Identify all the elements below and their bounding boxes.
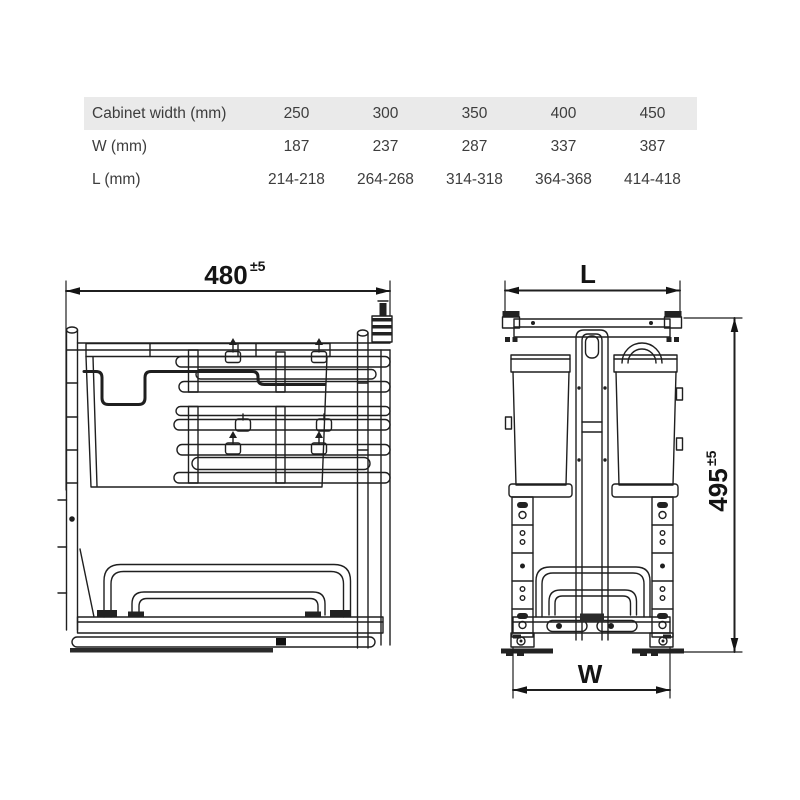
side-lower-frame bbox=[70, 549, 383, 653]
header-cell-450: 450 bbox=[639, 104, 666, 122]
side-width-value: 480 bbox=[204, 260, 248, 290]
front-width-label: W bbox=[577, 659, 603, 689]
front-pulley-wheel bbox=[622, 343, 662, 363]
side-top-rail bbox=[78, 343, 391, 357]
front-base bbox=[513, 614, 670, 634]
front-basket bbox=[536, 567, 650, 617]
row-label-l: L (mm) bbox=[92, 170, 141, 188]
side-left-post bbox=[58, 327, 78, 630]
front-post-right bbox=[652, 497, 673, 637]
value-cell: 287 bbox=[461, 137, 488, 155]
front-top-plate bbox=[503, 311, 682, 342]
header-cell-250: 250 bbox=[283, 104, 310, 122]
bin-grip-cutout bbox=[84, 372, 325, 405]
front-length-label: L bbox=[580, 259, 596, 289]
value-cell: 364-368 bbox=[535, 170, 592, 188]
side-bin bbox=[84, 357, 327, 488]
rail-knob bbox=[226, 431, 241, 454]
header-cell-350: 350 bbox=[461, 104, 488, 122]
side-base-platform bbox=[70, 617, 383, 653]
value-cell: 237 bbox=[372, 137, 399, 155]
header-cell-400: 400 bbox=[550, 104, 577, 122]
value-cell: 414-418 bbox=[624, 170, 681, 188]
front-height-value: 495 bbox=[703, 468, 733, 512]
dimension-front-length bbox=[505, 259, 680, 317]
rear-clamp-bracket bbox=[372, 301, 392, 342]
value-cell: 214-218 bbox=[268, 170, 325, 188]
side-loop-handle bbox=[97, 565, 351, 618]
front-view-drawing bbox=[501, 259, 742, 698]
front-post-left bbox=[512, 497, 533, 637]
row-label-w: W (mm) bbox=[92, 137, 148, 155]
side-right-posts bbox=[358, 301, 393, 648]
rail-knob bbox=[236, 414, 251, 431]
dimension-front-height bbox=[676, 318, 742, 652]
value-cell: 387 bbox=[639, 137, 666, 155]
value-cell: 187 bbox=[283, 137, 310, 155]
value-cell: 264-268 bbox=[357, 170, 414, 188]
value-cell: 337 bbox=[550, 137, 577, 155]
side-width-tolerance: ±5 bbox=[250, 258, 266, 274]
front-bin-left bbox=[506, 355, 573, 497]
value-cell: 314-318 bbox=[446, 170, 503, 188]
front-height-tolerance: ±5 bbox=[703, 450, 719, 466]
side-view-drawing bbox=[58, 258, 392, 653]
header-cell-cabinet-width: Cabinet width (mm) bbox=[92, 104, 227, 122]
front-central-column bbox=[576, 330, 608, 640]
front-bin-right bbox=[612, 355, 683, 497]
header-cell-300: 300 bbox=[372, 104, 399, 122]
